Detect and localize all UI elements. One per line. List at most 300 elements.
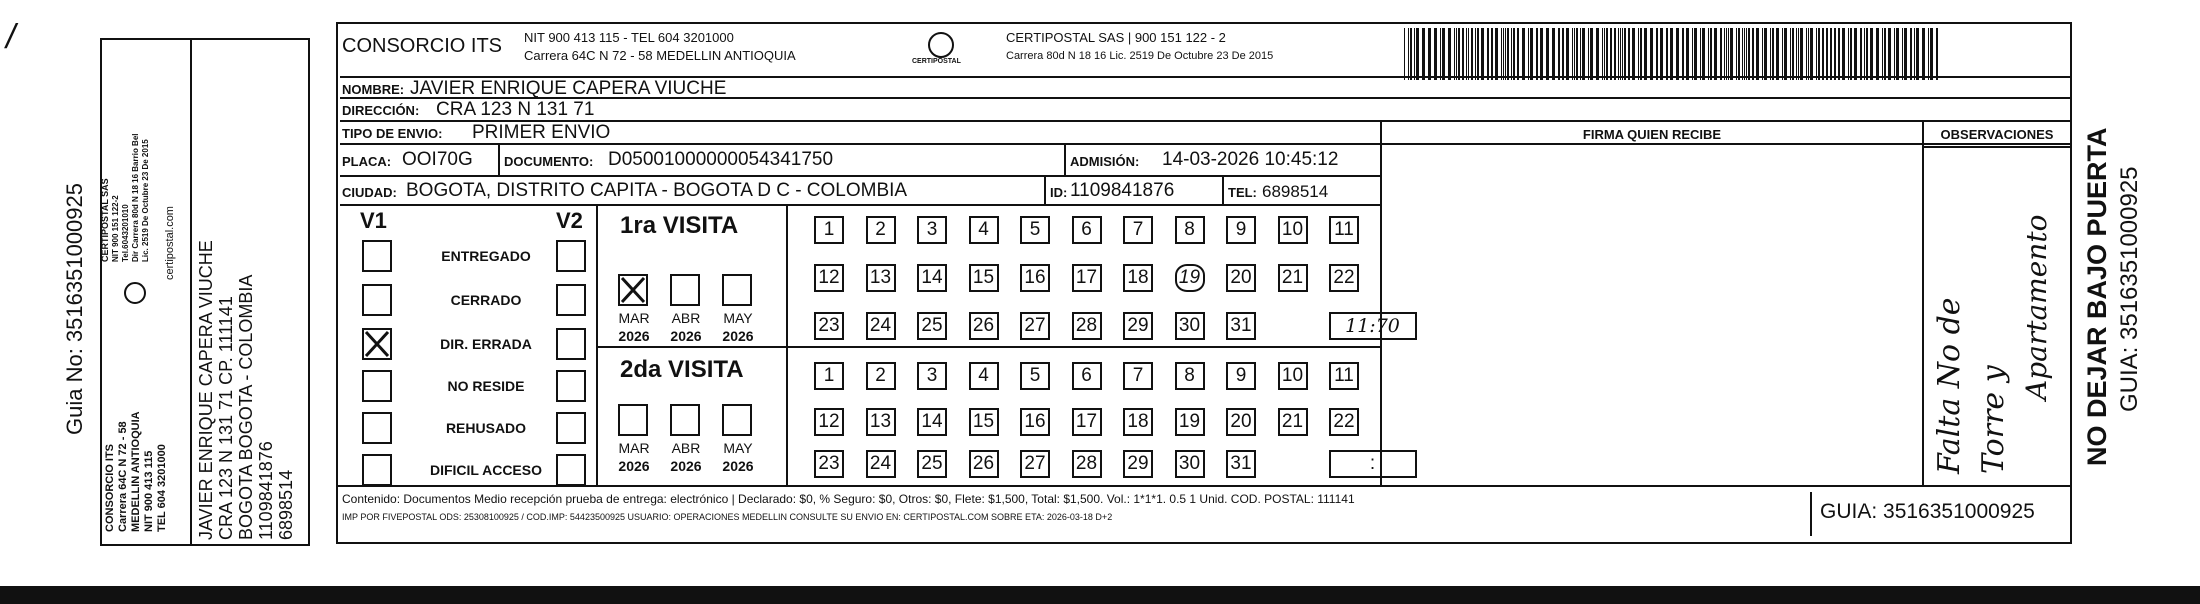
- id-value: 1109841876: [1070, 180, 1175, 201]
- visit1-day-box[interactable]: 15: [969, 264, 999, 292]
- visit2-day-box[interactable]: 17: [1072, 408, 1102, 436]
- barcode-bar: [1756, 28, 1759, 80]
- barcode: [1404, 24, 1944, 80]
- barcode-bar: [1744, 28, 1745, 80]
- barcode-bar: [1752, 28, 1754, 80]
- stub-sender-3: NIT 900 413 115: [143, 450, 155, 532]
- stub-cp-4: Lic. 2519 De Octubre 23 De 2015: [141, 139, 150, 262]
- visit1-day-box[interactable]: 31: [1226, 312, 1256, 340]
- stub-cp-0: CERTIPOSTAL SAS: [100, 178, 110, 262]
- nombre-label: NOMBRE:: [342, 82, 405, 97]
- barcode-bar: [1491, 28, 1493, 80]
- stub-cp-logo-icon: [124, 282, 146, 304]
- barcode-bar: [1834, 28, 1836, 80]
- v2-checkbox[interactable]: [556, 412, 586, 444]
- barcode-bar: [1792, 28, 1794, 80]
- barcode-bar: [1404, 28, 1405, 80]
- barcode-bar: [1458, 28, 1460, 80]
- visit2-day-box[interactable]: 14: [917, 408, 947, 436]
- visit1-day-box[interactable]: 27: [1020, 312, 1050, 340]
- ciudad-value: BOGOTA, DISTRITO CAPITA - BOGOTA D C - COLOMBIA: [406, 180, 908, 201]
- visit1-day-box[interactable]: 30: [1175, 312, 1205, 340]
- barcode-bar: [1442, 28, 1445, 80]
- visit2-day-box[interactable]: 21: [1278, 408, 1308, 436]
- visit1-month-label: MAR: [618, 310, 650, 326]
- barcode-bar: [1487, 28, 1489, 80]
- barcode-bar: [1610, 28, 1612, 80]
- visit1-day-box[interactable]: 28: [1072, 312, 1102, 340]
- barcode-bar: [1800, 28, 1803, 80]
- reason-label: NO RESIDE: [447, 378, 525, 394]
- visit1-day-box[interactable]: 24: [866, 312, 896, 340]
- barcode-bar: [1818, 28, 1820, 80]
- visit1-month-checkbox[interactable]: [618, 274, 648, 306]
- visit2-day-box[interactable]: 31: [1226, 450, 1256, 478]
- barcode-bar: [1624, 28, 1626, 80]
- barcode-bar: [1904, 28, 1907, 80]
- barcode-bar: [1866, 28, 1868, 80]
- barcode-bar: [1640, 28, 1642, 80]
- barcode-bar: [1708, 28, 1709, 80]
- barcode-bar: [1670, 28, 1673, 80]
- barcode-bar: [1528, 28, 1529, 80]
- visit2-day-box[interactable]: 5: [1020, 362, 1050, 390]
- visit2-day-box[interactable]: 23: [814, 450, 844, 478]
- visit1-day-box[interactable]: 7: [1123, 216, 1153, 244]
- barcode-bar: [1936, 28, 1938, 80]
- stub-guia-number: Guia No: 3516351000925: [62, 183, 87, 435]
- v1-checkbox[interactable]: [362, 328, 392, 360]
- barcode-bar: [1477, 28, 1479, 80]
- barcode-bar: [1922, 28, 1925, 80]
- visit2-year-label: 2026: [722, 458, 754, 474]
- visit1-day-box[interactable]: 4: [969, 216, 999, 244]
- barcode-bar: [1572, 28, 1573, 80]
- barcode-bar: [1822, 28, 1824, 80]
- barcode-bar: [1628, 28, 1630, 80]
- barcode-bar: [1914, 28, 1915, 80]
- visit2-day-box[interactable]: 20: [1226, 408, 1256, 436]
- documento-label: DOCUMENTO:: [504, 154, 594, 169]
- visit1-day-box[interactable]: 21: [1278, 264, 1308, 292]
- barcode-bar: [1882, 28, 1883, 80]
- barcode-bar: [1714, 28, 1717, 80]
- barcode-bar: [1810, 28, 1813, 80]
- visit1-day-box[interactable]: 1: [814, 216, 844, 244]
- barcode-bar: [1676, 28, 1679, 80]
- barcode-bar: [1686, 28, 1689, 80]
- visit1-day-box[interactable]: 14: [917, 264, 947, 292]
- barcode-bar: [1622, 28, 1623, 80]
- tipo-label: TIPO DE ENVIO:: [342, 126, 443, 141]
- barcode-bar: [1454, 28, 1455, 80]
- barcode-bar: [1762, 28, 1763, 80]
- barcode-bar: [1896, 28, 1899, 80]
- barcode-bar: [1466, 28, 1467, 80]
- stub-cp-1: NIT 900 151 122-2: [111, 195, 120, 262]
- visit1-month-label: MAY: [723, 310, 753, 326]
- barcode-bar: [1720, 28, 1722, 80]
- reason-label: CERRADO: [450, 292, 522, 308]
- barcode-bar: [1830, 28, 1832, 80]
- visit2-month-checkbox[interactable]: [722, 404, 752, 436]
- barcode-bar: [1930, 28, 1933, 80]
- v2-label: V2: [556, 208, 583, 233]
- barcode-bar: [1748, 28, 1750, 80]
- footer-line: [336, 485, 2072, 487]
- reason-label: DIFICIL ACCESO: [429, 462, 542, 478]
- visit2-day-box[interactable]: 25: [917, 450, 947, 478]
- visit2-day-box[interactable]: 8: [1175, 362, 1205, 390]
- barcode-bar: [1742, 28, 1743, 80]
- visit1-day-box[interactable]: 3: [917, 216, 947, 244]
- visit2-day-box[interactable]: 1: [814, 362, 844, 390]
- visit1-day-box[interactable]: 12: [814, 264, 844, 292]
- barcode-bar: [1728, 28, 1729, 80]
- visit2-year-label: 2026: [618, 458, 650, 474]
- barcode-bar: [1606, 28, 1608, 80]
- visit2-time-box[interactable]: :: [1329, 450, 1417, 478]
- barcode-bar: [1462, 28, 1464, 80]
- barcode-bar: [1764, 28, 1767, 80]
- visit2-day-box[interactable]: 3: [917, 362, 947, 390]
- tipo-value: PRIMER ENVIO: [472, 122, 611, 143]
- barcode-bar: [1408, 28, 1409, 80]
- obs-hand-2: Apartamento: [2020, 214, 2053, 400]
- visit2-day-box[interactable]: 6: [1072, 362, 1102, 390]
- ciudad-label: CIUDAD:: [342, 185, 397, 200]
- visit1-day-box[interactable]: 8: [1175, 216, 1205, 244]
- v2-checkbox[interactable]: [556, 240, 586, 272]
- page-mark: /: [6, 18, 16, 56]
- tel-sep: [1222, 177, 1224, 204]
- placa-label: PLACA:: [342, 154, 392, 169]
- visit1-year-label: 2026: [618, 328, 650, 344]
- stub-recipient-2: BOGOTA BOGOTA - COLOMBIA: [236, 274, 256, 540]
- v2-checkbox[interactable]: [556, 328, 586, 360]
- v1-checkbox[interactable]: [362, 412, 392, 444]
- barcode-bar: [1552, 28, 1555, 80]
- barcode-bar: [1902, 28, 1903, 80]
- footer-content: Contenido: Documentos Medio recepción prueba de entrega: electrónico | Declarado: $0, % Seguro: $0, Otros: $0, Flete: $1,500, Total: $1,500. Vol.: 1*1*1. 0.5 1 Unid. COD. POSTAL: 111141: [342, 492, 1355, 506]
- barcode-bar: [1644, 28, 1647, 80]
- barcode-bar: [1682, 28, 1684, 80]
- barcode-bar: [1475, 28, 1476, 80]
- barcode-bar: [1481, 28, 1484, 80]
- barcode-bar: [1410, 28, 1412, 80]
- barcode-bar: [1776, 28, 1779, 80]
- visit2-month-checkbox[interactable]: [670, 404, 700, 436]
- barcode-bar: [1884, 28, 1886, 80]
- barcode-bar: [1530, 28, 1533, 80]
- visit2-day-box[interactable]: 13: [866, 408, 896, 436]
- obs-header-line: [1922, 146, 2070, 148]
- barcode-bar: [1928, 28, 1929, 80]
- barcode-bar: [1870, 28, 1873, 80]
- visit-mid-line: [598, 346, 1380, 348]
- visit2-day-box[interactable]: 2: [866, 362, 896, 390]
- barcode-bar: [1772, 28, 1774, 80]
- visit2-day-box[interactable]: 9: [1226, 362, 1256, 390]
- visit1-day-box[interactable]: 25: [917, 312, 947, 340]
- footer-imp: IMP POR FIVEPOSTAL ODS: 25308100925 / COD.IMP: 54423500925 USUARIO: OPERACIONES MEDELLIN CONSULTE SU ENVIO EN: CERTIPOSTAL.COM SOBRE ETA: 2026-03-18 D+2: [342, 512, 1113, 522]
- visit1-day-box[interactable]: 9: [1226, 216, 1256, 244]
- barcode-bar: [1770, 28, 1771, 80]
- barcode-bar: [1604, 28, 1605, 80]
- bottom-edge: [0, 586, 2200, 604]
- barcode-bar: [1838, 28, 1840, 80]
- visit2-day-box[interactable]: 18: [1123, 408, 1153, 436]
- barcode-bar: [1416, 28, 1419, 80]
- visit2-day-box[interactable]: 4: [969, 362, 999, 390]
- barcode-bar: [1422, 28, 1425, 80]
- placa-sep: [498, 145, 500, 175]
- barcode-bar: [1888, 28, 1891, 80]
- admision-label: ADMISIÓN:: [1070, 154, 1140, 169]
- visit1-day-box[interactable]: 20: [1226, 264, 1256, 292]
- barcode-bar: [1614, 28, 1616, 80]
- direccion-label: DIRECCIÓN:: [342, 103, 420, 118]
- visit1-day-box[interactable]: 23: [814, 312, 844, 340]
- visit1-day-box[interactable]: 10: [1278, 216, 1308, 244]
- barcode-bar: [1620, 28, 1621, 80]
- barcode-bar: [1746, 28, 1747, 80]
- barcode-bar: [1574, 28, 1575, 80]
- visit1-day-box[interactable]: 17: [1072, 264, 1102, 292]
- barcode-bar: [1511, 28, 1512, 80]
- company-line2: Carrera 64C N 72 - 58 MEDELLIN ANTIOQUIA: [524, 48, 796, 63]
- id-label: ID:: [1050, 185, 1068, 200]
- barcode-bar: [1700, 28, 1701, 80]
- barcode-bar: [1726, 28, 1727, 80]
- tel-value: 6898514: [1262, 182, 1329, 201]
- visit1-day-box[interactable]: 16: [1020, 264, 1050, 292]
- barcode-bar: [1566, 28, 1569, 80]
- visit2-day-box[interactable]: 11: [1329, 362, 1359, 390]
- company-name: CONSORCIO ITS: [342, 35, 503, 57]
- barcode-bar: [1513, 28, 1515, 80]
- barcode-bar: [1546, 28, 1549, 80]
- visit1-title: 1ra VISITA: [620, 212, 739, 239]
- reason-label: DIR. ERRADA: [440, 336, 532, 352]
- barcode-bar: [1798, 28, 1799, 80]
- barcode-bar: [1796, 28, 1797, 80]
- stub-divider: [190, 38, 192, 546]
- barcode-bar: [1850, 28, 1852, 80]
- stub-cp-2: Tel.6043201010: [121, 204, 130, 262]
- row-ciudad: [340, 177, 1380, 206]
- stub-cp-site: certipostal.com: [164, 206, 176, 280]
- barcode-bar: [1558, 28, 1560, 80]
- visit1-day-box[interactable]: 5: [1020, 216, 1050, 244]
- visit2-day-box[interactable]: 26: [969, 450, 999, 478]
- barcode-bar: [1894, 28, 1895, 80]
- barcode-bar: [1864, 28, 1865, 80]
- visit2-month-label: MAR: [618, 440, 650, 456]
- row-direccion: [340, 99, 2070, 122]
- visit1-day-box[interactable]: 22: [1329, 264, 1359, 292]
- barcode-bar: [1428, 28, 1431, 80]
- visit2-day-box[interactable]: 27: [1020, 450, 1050, 478]
- v1-checkbox[interactable]: [362, 284, 392, 316]
- barcode-bar: [1576, 28, 1578, 80]
- barcode-bar: [1440, 28, 1441, 80]
- visit1-year-label: 2026: [670, 328, 702, 344]
- firma-header: FIRMA QUIEN RECIBE: [1582, 127, 1722, 142]
- reason-label: ENTREGADO: [441, 248, 531, 264]
- barcode-bar: [1816, 28, 1817, 80]
- visit2-day-box[interactable]: 28: [1072, 450, 1102, 478]
- barcode-bar: [1692, 28, 1693, 80]
- barcode-bar: [1854, 28, 1857, 80]
- stub-sender-2: MEDELLIN ANTIOQUIA: [130, 411, 142, 532]
- barcode-bar: [1522, 28, 1525, 80]
- barcode-bar: [1540, 28, 1543, 80]
- v1-label: V1: [360, 208, 387, 233]
- visit2-day-box[interactable]: 7: [1123, 362, 1153, 390]
- barcode-bar: [1694, 28, 1697, 80]
- firma-divider: [1380, 122, 1382, 485]
- barcode-bar: [1468, 28, 1469, 80]
- v1-checkbox[interactable]: [362, 370, 392, 402]
- row-placa: [340, 145, 1380, 177]
- visit1-day-box[interactable]: 2: [866, 216, 896, 244]
- barcode-bar: [1632, 28, 1635, 80]
- barcode-bar: [1596, 28, 1599, 80]
- visit2-month-label: ABR: [671, 440, 701, 456]
- barcode-bar: [1602, 28, 1603, 80]
- barcode-bar: [1517, 28, 1519, 80]
- id-sep: [1044, 177, 1046, 204]
- barcode-bar: [1806, 28, 1807, 80]
- barcode-bar: [1414, 28, 1415, 80]
- visit2-month-checkbox[interactable]: [618, 404, 648, 436]
- direccion-value: CRA 123 N 131 71: [436, 99, 595, 120]
- barcode-bar: [1618, 28, 1619, 80]
- barcode-bar: [1501, 28, 1502, 80]
- stub-recipient-0: JAVIER ENRIQUE CAPERA VIUCHE: [196, 240, 216, 540]
- documento-value: D05001000000054341750: [608, 149, 834, 170]
- barcode-bar: [1702, 28, 1705, 80]
- v1-checkbox[interactable]: [362, 454, 392, 486]
- barcode-bar: [1916, 28, 1919, 80]
- visit1-day-box[interactable]: 13: [866, 264, 896, 292]
- row-nombre: [340, 76, 2070, 99]
- stub-recipient-4: 6898514: [276, 469, 296, 540]
- visit1-day-box[interactable]: 29: [1123, 312, 1153, 340]
- courier-line2: Carrera 80d N 18 16 Lic. 2519 De Octubre 23 De 2015: [1006, 50, 1274, 62]
- barcode-bar: [1784, 28, 1787, 80]
- barcode-bar: [1448, 28, 1451, 80]
- admision-sep: [1064, 145, 1066, 175]
- barcode-bar: [1495, 28, 1498, 80]
- barcode-bar: [1471, 28, 1473, 80]
- barcode-bar: [1505, 28, 1506, 80]
- visit2-day-box[interactable]: 15: [969, 408, 999, 436]
- visit2-day-box[interactable]: 29: [1123, 450, 1153, 478]
- check-x-icon: [364, 330, 390, 358]
- footer-guia: GUIA: 3516351000925: [1820, 500, 2035, 523]
- barcode-bar: [1638, 28, 1639, 80]
- courier-line1: CERTIPOSTAL SAS | 900 151 122 - 2: [1006, 30, 1226, 45]
- barcode-bar: [1456, 28, 1457, 80]
- barcode-bar: [1434, 28, 1437, 80]
- visit1-time-box[interactable]: 11:70: [1329, 312, 1417, 340]
- visit2-day-box[interactable]: 12: [814, 408, 844, 436]
- barcode-bar: [1790, 28, 1791, 80]
- certipostal-logo-text: CERTIPOSTAL: [912, 58, 961, 65]
- company-line1: NIT 900 413 115 - TEL 604 3201000: [524, 30, 734, 45]
- visit1-year-label: 2026: [722, 328, 754, 344]
- reason-label: REHUSADO: [445, 420, 527, 436]
- visit2-day-box[interactable]: 30: [1175, 450, 1205, 478]
- barcode-bar: [1507, 28, 1509, 80]
- visit2-year-label: 2026: [670, 458, 702, 474]
- admision-value: 14-03-2026 10:45:12: [1162, 149, 1339, 170]
- nombre-value: JAVIER ENRIQUE CAPERA VIUCHE: [410, 78, 727, 99]
- visit1-month-label: ABR: [671, 310, 701, 326]
- barcode-bar: [1580, 28, 1581, 80]
- barcode-bar: [1536, 28, 1538, 80]
- stub-recipient-3: 1109841876: [256, 441, 276, 540]
- no-dejar-bajo-puerta: NO DEJAR BAJO PUERTA: [2082, 127, 2112, 466]
- barcode-bar: [1860, 28, 1862, 80]
- barcode-bar: [1826, 28, 1828, 80]
- barcode-bar: [1738, 28, 1740, 80]
- barcode-bar: [1782, 28, 1783, 80]
- barcode-bar: [1650, 28, 1653, 80]
- barcode-bar: [1590, 28, 1593, 80]
- barcode-bar: [1730, 28, 1733, 80]
- stub-sender-4: TEL 604 3201000: [156, 444, 168, 532]
- barcode-bar: [1876, 28, 1879, 80]
- stub-sender-0: CONSORCIO ITS: [104, 443, 116, 532]
- visit2-day-box[interactable]: 10: [1278, 362, 1308, 390]
- v2-checkbox[interactable]: [556, 284, 586, 316]
- visit1-day-box[interactable]: 26: [969, 312, 999, 340]
- barcode-bar: [1848, 28, 1849, 80]
- visit2-day-box[interactable]: 16: [1020, 408, 1050, 436]
- visit2-day-box[interactable]: 22: [1329, 408, 1359, 436]
- visit1-month-checkbox[interactable]: [670, 274, 700, 306]
- barcode-bar: [1588, 28, 1589, 80]
- barcode-bar: [1582, 28, 1585, 80]
- visit2-title: 2da VISITA: [620, 356, 744, 383]
- v2-checkbox[interactable]: [556, 454, 586, 486]
- v1-checkbox[interactable]: [362, 240, 392, 272]
- check-x-icon: [620, 276, 646, 304]
- visit1-day-box[interactable]: 11: [1329, 216, 1359, 244]
- obs-hand-1: Torre y: [1976, 365, 2011, 474]
- barcode-bar: [1808, 28, 1809, 80]
- visit2-month-label: MAY: [723, 440, 753, 456]
- observaciones-header: OBSERVACIONES: [1940, 127, 2054, 142]
- barcode-bar: [1656, 28, 1658, 80]
- tel-label: TEL:: [1228, 185, 1257, 200]
- visit1-day-box[interactable]: 6: [1072, 216, 1102, 244]
- stub-cp-3: Dir Carrera 80d N 18 16 Barrio Bel: [131, 133, 140, 262]
- visit2-day-box[interactable]: 24: [866, 450, 896, 478]
- obs-divider: [1922, 122, 1924, 485]
- barcode-bar: [1910, 28, 1912, 80]
- placa-value: OOI70G: [402, 149, 473, 170]
- visit1-month-checkbox[interactable]: [722, 274, 752, 306]
- visit1-day-box[interactable]: 18: [1123, 264, 1153, 292]
- visit2-day-box[interactable]: 19: [1175, 408, 1205, 436]
- visit1-day-box[interactable]: 19: [1175, 264, 1205, 292]
- v2-checkbox[interactable]: [556, 370, 586, 402]
- stub-recipient-1: CRA 123 N 131 71 CP. 111141: [216, 296, 236, 540]
